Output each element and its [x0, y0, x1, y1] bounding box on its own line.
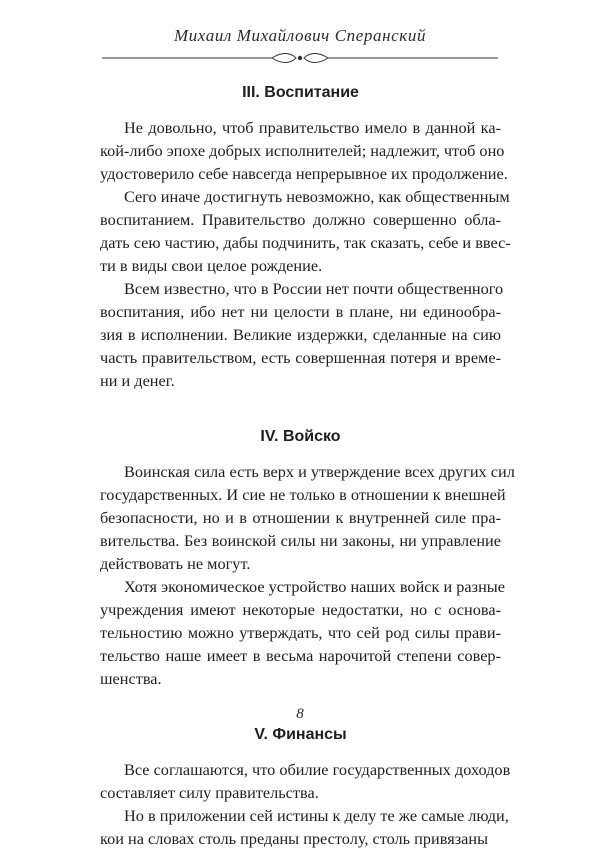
paragraph	[100, 460, 515, 575]
text-line: учреждения имеют некоторые недостатки, но с основа-	[100, 600, 501, 619]
text-line: составляет силу правительства.	[100, 783, 319, 802]
text-line: кой-либо эпохе добрых исполнителей; надлежит, чтоб оно	[100, 141, 505, 160]
text-line: действовать не могут.	[100, 554, 251, 573]
text-line: Все соглашаются, что обилие государственных доходов	[124, 760, 511, 779]
text-line: государственных. И сие не только в отношении к внешней	[100, 485, 506, 504]
text-line: Хотя экономическое устройство наших войск и разные	[124, 577, 505, 596]
paragraph	[100, 116, 508, 185]
text-line: Сего иначе достигнуть невозможно, как общественным	[124, 187, 510, 206]
text-line: удостоверило себе навсегда непрерывное их продолжение.	[100, 164, 508, 183]
text-line: воспитанием. Правительство должно совершенно обла-	[100, 210, 501, 229]
paragraph	[100, 185, 511, 277]
header-ornament-rule	[100, 52, 500, 66]
text-line: тельностию можно утверждать, что сей род силы прави-	[100, 623, 501, 642]
text-line: шенства.	[100, 669, 162, 688]
section-heading: IV. Войско	[260, 428, 341, 445]
text-line: Всем известно, что в России нет почти общественного	[124, 279, 504, 298]
text-line: Воинская сила есть верх и утверждение всех других сил	[124, 462, 515, 481]
page-body	[100, 70, 515, 850]
text-line: тельство наше имеет в весьма нарочитой степени совер-	[100, 646, 501, 665]
paragraph	[100, 575, 505, 690]
text-line: зия в исполнении. Великие издержки, сделанные на сию	[100, 325, 501, 344]
running-title: Михаил Михайлович Сперанский	[173, 26, 427, 45]
text-line: дать сею частию, дабы подчинить, так сказать, себе и ввес-	[100, 233, 511, 252]
text-line: вительства. Без воинской силы ни законы, ни управление	[100, 531, 501, 550]
page-number: 8	[296, 706, 304, 722]
paragraph	[100, 277, 504, 392]
section-heading: III. Воспитание	[242, 84, 359, 101]
text-line: ти в виды свои целое рождение.	[100, 256, 323, 275]
text-line: часть правительством, есть совершенная потеря и време-	[100, 348, 501, 367]
text-line: кои на словах столь преданы престолу, столь привязаны	[100, 829, 489, 848]
text-line: безопасности, но и в отношении к внутренней силе пра-	[100, 508, 501, 527]
text-line: Но в приложении сей истины к делу те же самые люди,	[124, 806, 509, 825]
section-heading: V. Финансы	[254, 726, 347, 743]
text-line: воспитания, ибо нет ни целости в плане, ни единообра-	[100, 302, 501, 321]
paragraph	[100, 758, 511, 804]
paragraph	[100, 804, 509, 850]
running-header	[100, 26, 500, 72]
text-line: Не довольно, чтоб правительство имело в данной ка-	[124, 118, 501, 137]
text-line: ни и денег.	[100, 371, 175, 390]
